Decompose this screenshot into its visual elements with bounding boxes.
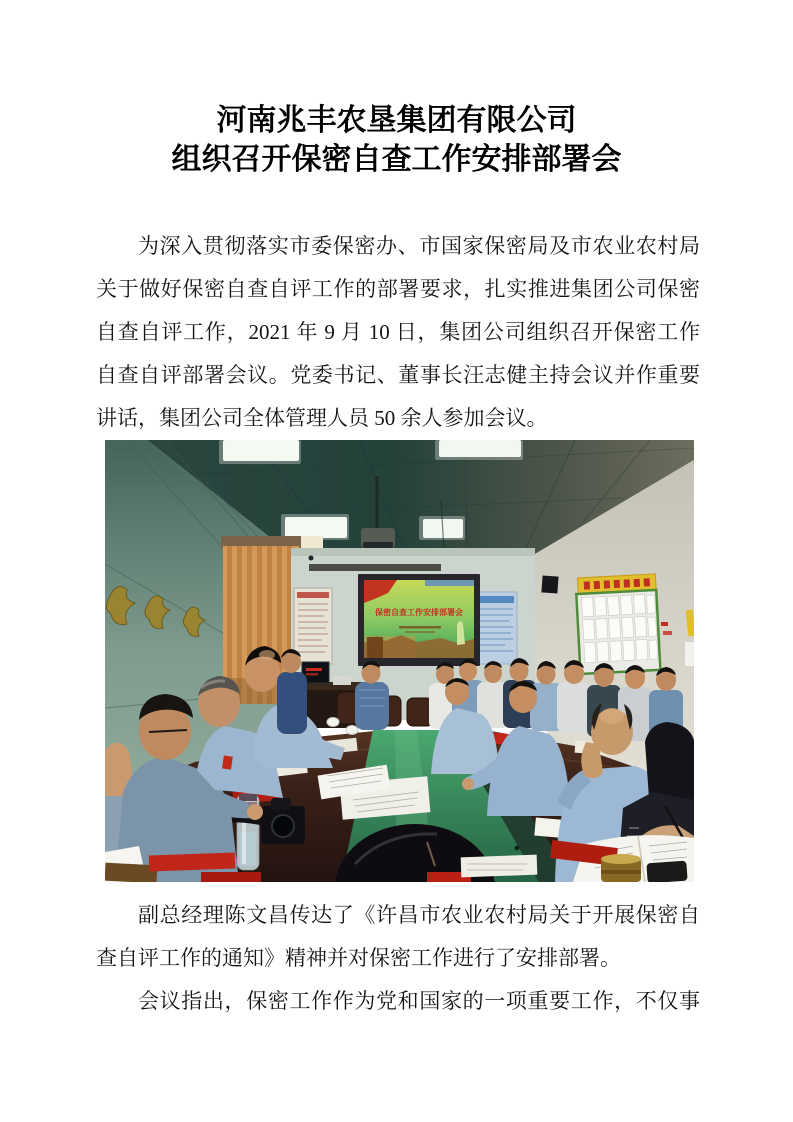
bulletin-board bbox=[575, 574, 660, 674]
paragraph-3-line-1: 会议指出，保密工作作为党和国家的一项重要工作，不仅事 bbox=[138, 989, 700, 1013]
paragraph-1-line-1: 为深入贯彻落实市委保密办、市国家保密局及市农业农村局 bbox=[138, 234, 700, 258]
slide-title-text: 保密自查工作安排部署会 bbox=[375, 608, 463, 617]
title-line-1: 河南兆丰农垦集团有限公司 bbox=[216, 104, 577, 137]
title-line-2: 组织召开保密自查工作安排部署会 bbox=[171, 143, 622, 176]
meeting-photo bbox=[105, 440, 694, 882]
paragraph-2-line-1: 副总经理陈文昌传达了《许昌市农业农村局关于开展保密自 bbox=[138, 903, 700, 927]
paragraph-1-line-5: 讲话，集团公司全体管理人员 50 余人参加会议。 bbox=[96, 406, 548, 430]
meeting-photo-graphic bbox=[105, 440, 694, 882]
paragraph-1-line-3: 自查自评工作，2021 年 9 月 10 日，集团公司组织召开保密工作 bbox=[96, 320, 700, 344]
wall-poster-left bbox=[294, 588, 332, 664]
document-body bbox=[96, 225, 700, 1023]
paragraph-1-line-4: 自查自评部署会议。党委书记、董事长汪志健主持会议并作重要 bbox=[96, 363, 700, 387]
photo-projection-screen bbox=[358, 574, 480, 666]
document-title bbox=[0, 0, 793, 179]
wall-speaker bbox=[541, 575, 558, 593]
gold-canister bbox=[601, 854, 641, 882]
paragraph-2-line-2: 查自评工作的通知》精神并对保密工作进行了安排部署。 bbox=[96, 946, 621, 970]
paragraph-1-line-2: 关于做好保密自查自评工作的部署要求，扎实推进集团公司保密 bbox=[96, 277, 700, 301]
